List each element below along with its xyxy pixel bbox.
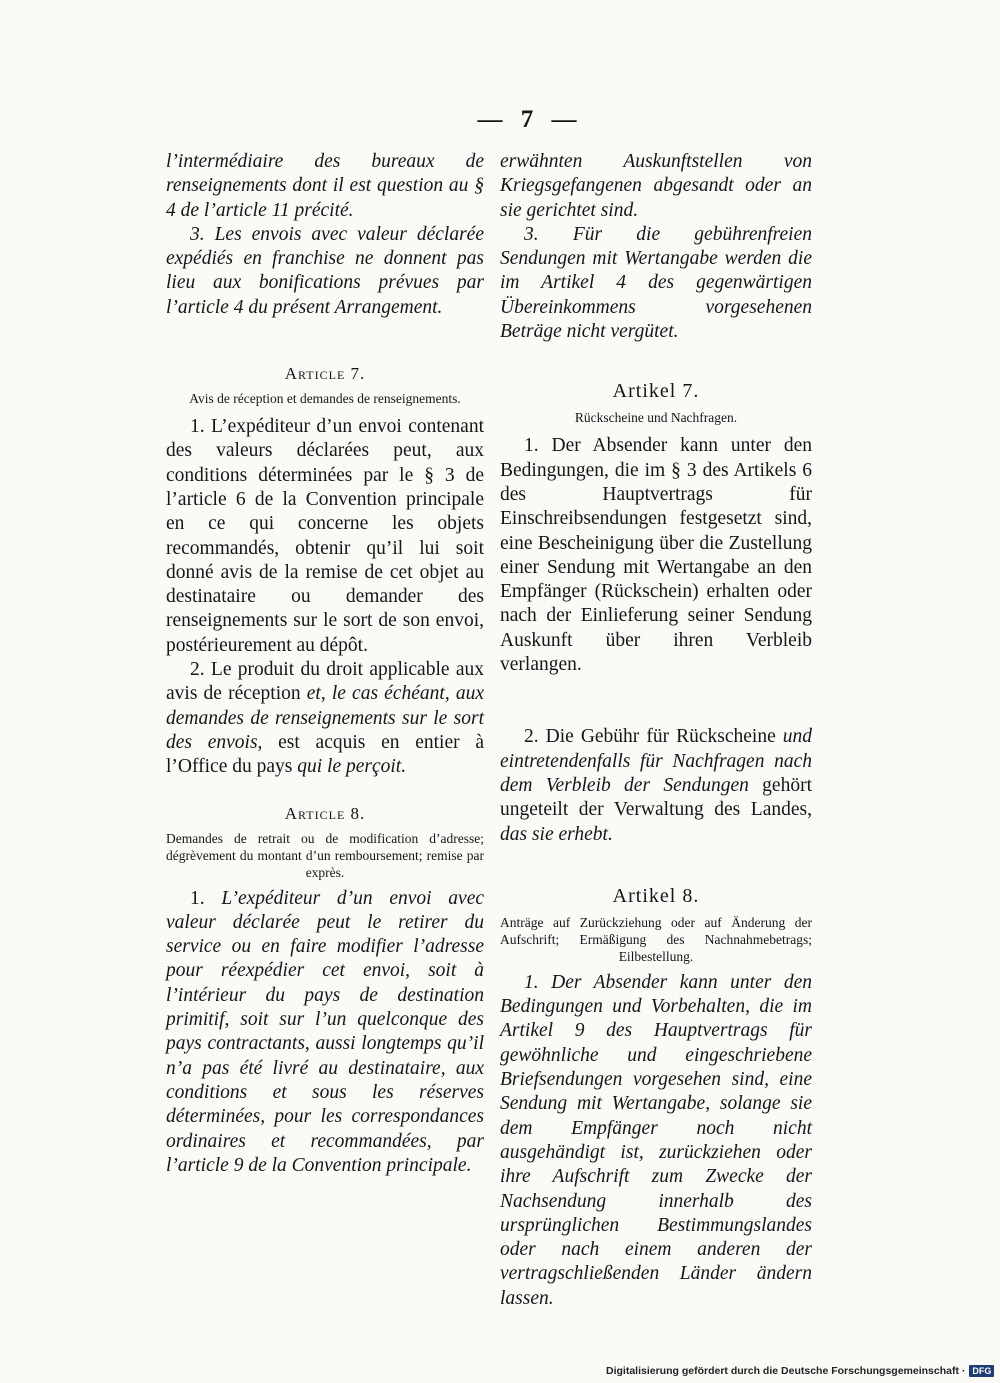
left-art7-p2-part-b: et, le cas échéant, aux demandes de renseignements sur le sort des envois, (166, 683, 484, 753)
right-art7-p2-part-d: das sie erhebt. (500, 823, 613, 845)
left-article-7-paragraph-1: 1. L’expéditeur d’un envoi contenant des valeurs déclarées peut, aux conditions déterminées par le § 3 de l’article 6 de la Convention principale en ce qui concerne les objets recommandés, obtenir qu’il lui soit donné avis de la remise de cet objet au destinataire ou demander des renseignements sur le sort de son envoi, postérieurement au dépôt. (166, 416, 484, 656)
right-article-7-subtitle: Rückscheine und Nachfragen. (574, 410, 738, 426)
left-art7-p2-part-a: 2. Le produit du droit applicable aux avis de réception (166, 659, 484, 705)
right-continuation-paragraph: erwähnten Auskunftstellen von Kriegsgefangenen abgesandt oder an sie gerichtet sind. (500, 151, 812, 221)
left-article-8-paragraph-1 (166, 887, 484, 1179)
left-continuation-paragraph: l’intermédiaire des bureaux de renseignements dont il est question au § 4 de l’article 11 précité. (166, 151, 484, 221)
left-article-8-title: Article 8. (284, 803, 366, 823)
left-article-7-subtitle: Avis de réception et demandes de renseignements. (189, 391, 461, 407)
right-art7-p2-part-c: gehört ungeteilt der Verwaltung des Landes, (500, 774, 812, 821)
right-article-7-paragraph-2 (500, 725, 812, 846)
german-column (500, 150, 812, 1311)
digitization-footer (606, 1365, 994, 1377)
right-article-8-paragraph-1: 1. Der Absender kann unter den Bedingungen und Vorbehalten, die im Artikel 9 des Hauptvertrags für gewöhnliche und eingeschriebene Briefsendungen vorgesehen sind, eine Sendung mit Wertangabe, solange sie dem Empfänger noch nicht ausgehändigt ist, zurückziehen oder ihre Aufschrift zum Zwecke der Nachsendung innerhalb des ursprünglichen Bestimmungslandes oder nach einem anderen der vertragschließenden Länder ändern lassen. (500, 971, 812, 1309)
page-number: — 7 — (477, 106, 583, 133)
left-art7-p2-part-c: est acquis en entier à l’Office du pays (166, 731, 484, 778)
right-art7-p2-part-b: und eintretendenfalls für Nachfragen nach dem Verbleib der Sendungen (500, 726, 812, 796)
right-article-8-title: Artikel 8. (612, 884, 700, 907)
right-article-7-title: Artikel 7. (612, 380, 700, 403)
left-art8-p1-text: L’expéditeur d’un envoi avec valeur déclarée peut le retirer du service ou en faire modifier l’adresse pour réexpédier cet envoi, soit à l’intérieur du pays de destination primitif, soit sur l’un quelconque des pays contractants, aussi longtemps qu’il n’a pas été livré au destinataire, aux conditions et sous les réserves déterminées, pour les correspondances ordinaires et recommandées, par l’article 9 de la Convention principale. (166, 887, 484, 1176)
right-article-7-paragraph-1: 1. Der Absender kann unter den Bedingungen, die im § 3 des Artikels 6 des Hauptvertrags für Einschreibsendungen festgesetzt sind, eine Bescheinigung über die Zustellung einer Sendung mit Wertangabe an den Empfänger (Rückschein) erhalten oder nach der Einlieferung seiner Sendung Auskunft über ihren Verbleib verlangen. (500, 435, 812, 676)
right-art7-p2-part-a: 2. Die Gebühr für Rückscheine (524, 726, 783, 748)
french-column (166, 150, 484, 1178)
left-article-7-title: Article 7. (284, 364, 366, 384)
left-art7-p2-part-d: qui le perçoit. (297, 756, 407, 778)
dfg-logo: DFG (969, 1365, 994, 1377)
right-article-8-subtitle: Anträge auf Zurückziehung oder auf Änderung der Aufschrift; Ermäßigung des Nachnahmebetrags; Eilbestellung. (500, 914, 812, 964)
left-paragraph-3: 3. Les envois avec valeur déclarée expédiés en franchise ne donnent pas lieu aux bonifications prévues par l’article 4 du présent Arrangement. (166, 223, 484, 318)
right-paragraph-3: 3. Für die gebührenfreien Sendungen mit Wertangabe werden die im Artikel 4 des gegenwärtigen Übereinkommens vorgesehenen Beträge nicht vergütet. (500, 223, 812, 343)
left-article-7-paragraph-2 (166, 658, 484, 779)
left-art8-p1-number: 1. (190, 887, 222, 909)
left-article-8-subtitle: Demandes de retrait ou de modification d’adresse; dégrèvement du montant d’un remboursement; remise par exprès. (166, 830, 484, 880)
footer-text: Digitalisierung gefördert durch die Deutsche Forschungsgemeinschaft · (606, 1365, 966, 1377)
